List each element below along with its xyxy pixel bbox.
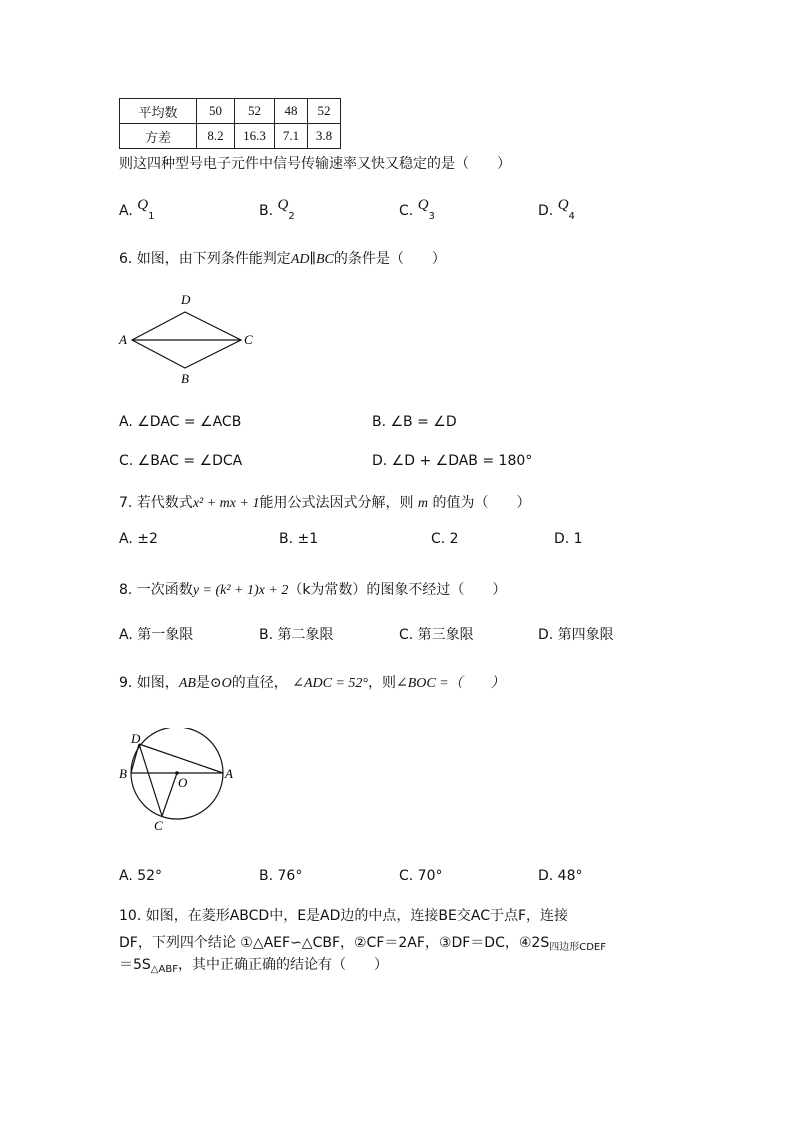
option-subscript: 2 <box>288 211 295 222</box>
option-letter: A. <box>119 203 133 219</box>
label-c: C <box>154 818 163 833</box>
q6-prefix: 6. 如图，由下列条件能判定 <box>119 251 291 267</box>
q9-circle-o: ⊙O <box>209 676 232 691</box>
stats-table <box>119 98 341 149</box>
q8-option-c: C. 第三象限 <box>399 627 474 643</box>
q6-suffix: 的条件是（ ） <box>333 251 446 267</box>
rhombus-figure <box>115 290 265 390</box>
option-symbol: Q <box>137 197 149 213</box>
q7-option-c: C. 2 <box>431 531 459 547</box>
q7-question <box>119 492 530 512</box>
q10-line1: 10. 如图，在菱形ABCD中，E是AD边的中点，连接BE交AC于点F，连接 <box>119 908 569 924</box>
label-o: O <box>178 775 188 790</box>
q9-then: ，则 <box>368 675 396 691</box>
table-row <box>120 99 341 124</box>
label-d: D <box>181 292 191 307</box>
q5-question: 则这四种型号电子元件中信号传输速率又快又稳定的是（ ） <box>119 156 511 172</box>
q8-option-d: D. 第四象限 <box>538 627 614 643</box>
label-a: A <box>225 766 233 781</box>
q9-ask: ∠BOC =（ ） <box>396 676 505 691</box>
label-c: C <box>244 332 253 347</box>
q5-option-d <box>538 197 575 222</box>
q9-mid: 的直径， <box>231 675 288 691</box>
q10-line3-subscript: △ABF <box>150 964 178 975</box>
option-symbol: Q <box>417 197 429 213</box>
q6-option-b: B. ∠B = ∠D <box>372 414 457 430</box>
q9-ab: AB <box>178 676 196 691</box>
table-cell: 8.2 <box>197 124 235 149</box>
label-b: B <box>119 766 127 781</box>
table-header-variance: 方差 <box>120 124 197 149</box>
q10-line3-tail: ，其中正确正确的结论有（ ） <box>177 957 388 973</box>
q9-option-b: B. 76° <box>259 868 303 884</box>
q9-option-d: D. 48° <box>538 868 583 884</box>
q8-math: y = (k² + 1)x + 2 <box>192 583 289 598</box>
q9-option-a: A. 52° <box>119 868 163 884</box>
table-cell: 52 <box>235 99 275 124</box>
q5-option-a <box>119 197 155 222</box>
q9-is: 是 <box>195 675 210 691</box>
table-cell: 16.3 <box>235 124 275 149</box>
q8-paren: （k为常数）的图象不经过（ ） <box>288 582 507 598</box>
q5-option-b <box>259 197 295 222</box>
q6-option-d: D. ∠D + ∠DAB = 180° <box>372 453 533 469</box>
q7-suffix: 的值为（ ） <box>432 495 531 511</box>
table-cell: 7.1 <box>275 124 308 149</box>
q10-line2-text: DF，下列四个结论 ①△AEF∽△CBF，②CF＝2AF，③DF＝DC，④2S <box>119 935 550 951</box>
table-cell: 50 <box>197 99 235 124</box>
option-subscript: 4 <box>568 211 575 222</box>
option-letter: C. <box>399 203 414 219</box>
q7-prefix: 7. 若代数式 <box>119 495 193 511</box>
q9-prefix: 9. 如图， <box>119 675 179 691</box>
chord-dc <box>139 744 162 816</box>
q8-option-a: A. 第一象限 <box>119 627 194 643</box>
q9-angle: ∠ADC = 52° <box>292 676 368 691</box>
table-cell: 3.8 <box>308 124 341 149</box>
table-cell: 48 <box>275 99 308 124</box>
q5-option-c <box>399 197 435 222</box>
option-symbol: Q <box>557 197 569 213</box>
option-letter: D. <box>538 203 554 219</box>
q6-option-c: C. ∠BAC = ∠DCA <box>119 453 243 469</box>
chord-db <box>131 744 139 773</box>
radius-oc <box>162 773 177 816</box>
label-a: A <box>119 332 127 347</box>
q10-line2 <box>119 932 606 953</box>
q8-prefix: 8. 一次函数 <box>119 582 193 598</box>
table-row <box>120 124 341 149</box>
q6-option-a: A. ∠DAC = ∠ACB <box>119 414 242 430</box>
table-cell: 52 <box>308 99 341 124</box>
q10-line3-text: ＝5S <box>119 957 151 973</box>
q6-math: AD∥BC <box>290 252 334 267</box>
chord-da <box>139 744 223 773</box>
table-header-mean: 平均数 <box>120 99 197 124</box>
circle-figure <box>115 728 245 836</box>
q7-var: m <box>417 496 429 511</box>
q8-option-b: B. 第二象限 <box>259 627 334 643</box>
label-b: B <box>181 371 189 386</box>
q9-option-c: C. 70° <box>399 868 443 884</box>
option-subscript: 1 <box>148 211 155 222</box>
option-symbol: Q <box>277 197 289 213</box>
q10-line2-subscript: 四边形CDEF <box>549 942 606 953</box>
q8-question <box>119 579 506 599</box>
q7-option-b: B. ±1 <box>279 531 319 547</box>
option-subscript: 3 <box>428 211 435 222</box>
q9-question <box>119 672 505 692</box>
q7-option-a: A. ±2 <box>119 531 158 547</box>
option-letter: B. <box>259 203 274 219</box>
q10-line3 <box>119 954 388 975</box>
label-d: D <box>131 731 141 746</box>
q7-middle: 能用公式法因式分解，则 <box>259 495 414 511</box>
q7-math: x² + mx + 1 <box>192 496 260 511</box>
q6-question <box>119 248 446 268</box>
q7-option-d: D. 1 <box>554 531 583 547</box>
